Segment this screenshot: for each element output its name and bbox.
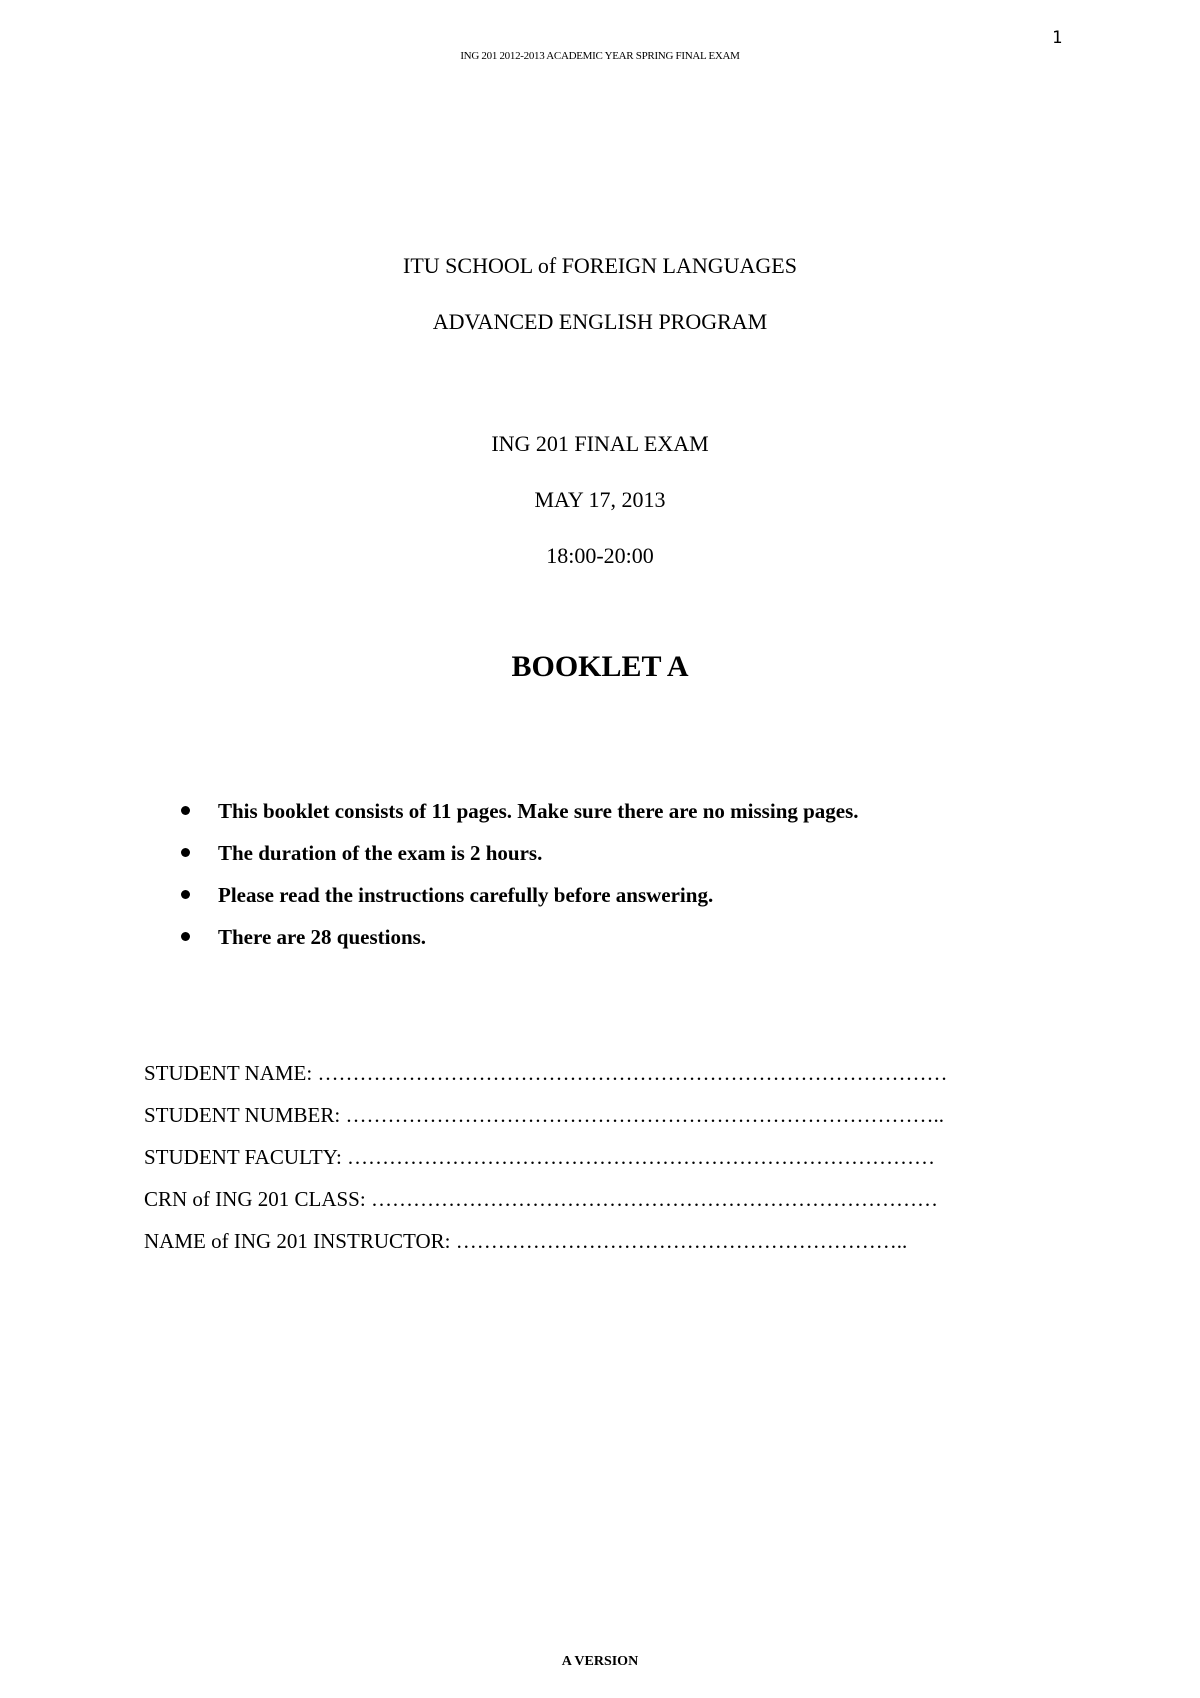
version-footer: A VERSION [561, 1654, 639, 1669]
bullet-icon [181, 848, 190, 857]
school-name: ITU SCHOOL of FOREIGN LANGUAGES [403, 253, 797, 278]
instruction-text: The duration of the exam is 2 hours. [218, 841, 543, 865]
instruction-text: This booklet consists of 11 pages. Make sure there are no missing pages. [218, 799, 859, 823]
exam-date: MAY 17, 2013 [534, 487, 666, 512]
student-name-field: STUDENT NAME: ……………………………………………………………………………… [144, 1061, 948, 1085]
running-header: ING 201 2012-2013 ACADEMIC YEAR SPRING FINAL EXAM [460, 50, 740, 62]
student-number-field: STUDENT NUMBER: ………………………………………………………………………….. [144, 1103, 944, 1127]
instruction-item [175, 916, 859, 958]
instruction-item [175, 790, 859, 832]
crn-field: CRN of ING 201 CLASS: ……………………………………………………………………… [144, 1187, 938, 1211]
bullet-icon [181, 806, 190, 815]
instruction-text: Please read the instructions carefully before answering. [218, 883, 714, 907]
instruction-text: There are 28 questions. [218, 925, 427, 949]
instruction-item [175, 874, 859, 916]
bullet-icon [181, 890, 190, 899]
page-number: 1 [1052, 28, 1063, 48]
exam-time: 18:00-20:00 [546, 543, 654, 568]
bullet-icon [181, 932, 190, 941]
booklet-label: BOOKLET A [511, 650, 689, 683]
student-faculty-field: STUDENT FACULTY: ………………………………………………………………………… [144, 1145, 936, 1169]
student-info-fields [144, 1052, 1044, 1262]
instructions-list [175, 790, 859, 958]
exam-name: ING 201 FINAL EXAM [491, 431, 709, 456]
instructor-name-field: NAME of ING 201 INSTRUCTOR: ……………………………………………………….. [144, 1229, 908, 1253]
instruction-item [175, 832, 859, 874]
program-name: ADVANCED ENGLISH PROGRAM [432, 309, 768, 334]
